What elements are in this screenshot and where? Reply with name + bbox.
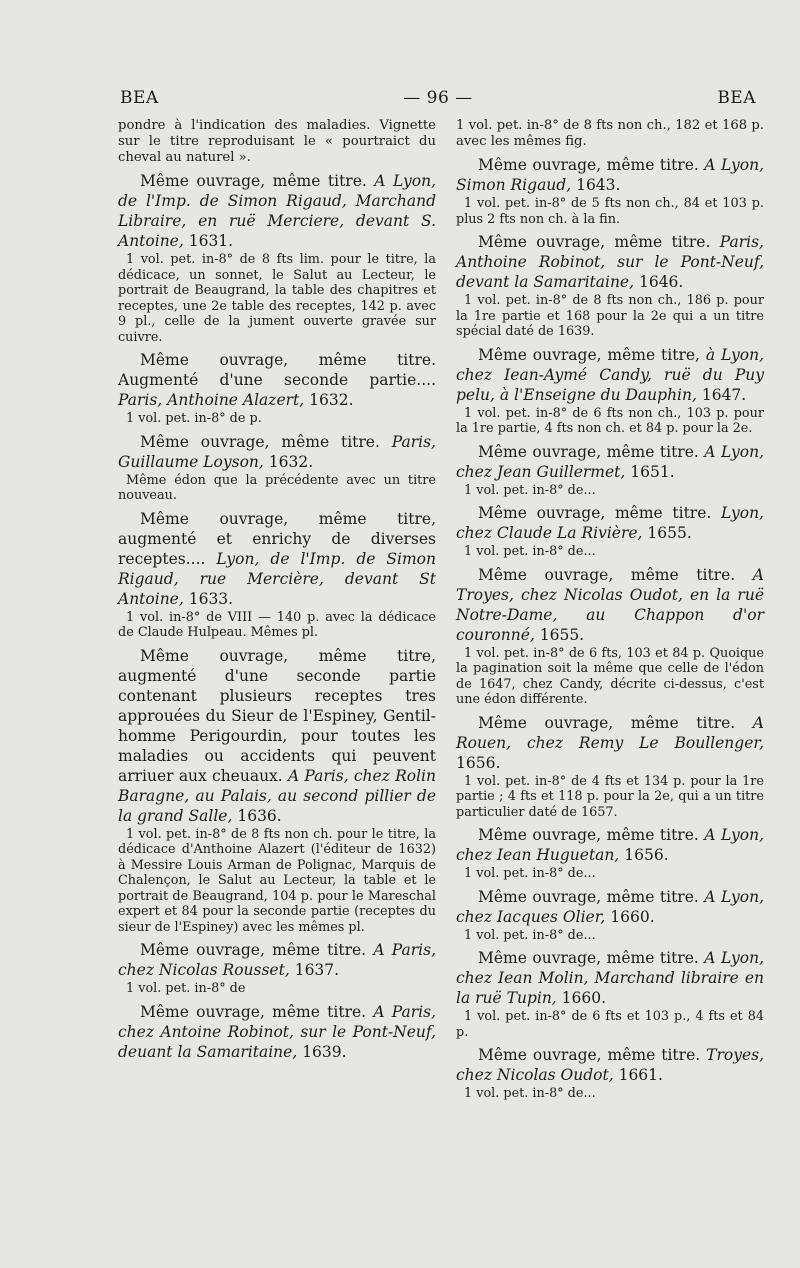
page-number: — 96 — — [403, 88, 473, 108]
entry-year: 1646. — [638, 273, 684, 291]
entry-year: 1656. — [624, 846, 669, 864]
entry-year: 1660. — [561, 989, 607, 1007]
entry-publisher: A Lyon, chez Iean Molin, Marchand libraire en la ruë Tupin, — [456, 949, 765, 1007]
running-header — [120, 88, 756, 110]
continued-text: pondre à l'indication des maladies. Vignette sur le titre reproduisant le « pourtraict du cheval au naturel ». — [118, 118, 436, 165]
entry-year: 1639. — [302, 1042, 347, 1061]
entry-title: Même ouvrage, même titre. Augmenté d'une seconde partie.... — [118, 351, 436, 389]
entry-year: 1643. — [576, 176, 621, 194]
entry-description: 1 vol. pet. in-8° de... — [464, 866, 596, 881]
entry-title: Même ouvrage, même titre. — [478, 156, 705, 174]
entry-description: 1 vol. pet. in-8° de 6 fts, 103 et 84 p. Quoique la pagination soit la même que celle de l'édon de 1647, chez Candy, décrite ci-dessus, c'est une édon différente. — [456, 645, 764, 707]
bibliography-entry — [456, 825, 764, 865]
entry-description: 1 vol. pet. in-8° de... — [464, 482, 596, 498]
entry-year: 1655. — [539, 625, 585, 644]
entry-year: 1632. — [268, 452, 314, 471]
entry-publisher: A Paris, chez Nicolas Rousset, — [118, 941, 437, 979]
entry-title: Même ouvrage, même titre. — [478, 442, 705, 461]
bibliography-entry — [118, 432, 436, 472]
entry-publisher: A Lyon, chez Iacques Olier, — [456, 887, 765, 926]
entry-title: Même ouvrage, même titre. — [140, 172, 375, 190]
bibliography-entry — [118, 509, 436, 609]
entry-title: Même ouvrage, même titre. — [478, 949, 705, 967]
left-column — [118, 118, 436, 1062]
entry-title: Même ouvrage, même titre, augmenté d'une seconde partie contenant plusieurs receptes tres approuées du Sieur de l'Espiney, Gentil-homme Perigourdin, pour toutes les maladies ou accidents qui peuvent arriuer aux cheuaux. — [118, 646, 436, 785]
entry-description: 1 vol. pet. in-8° de p. — [126, 411, 262, 426]
entry-year: 1632. — [309, 391, 354, 409]
entry-title: Même ouvrage, même titre. — [140, 1002, 374, 1021]
entry-title: Même ouvrage, même titre. — [478, 713, 753, 732]
bibliography-entry — [118, 940, 436, 980]
entry-title: Même ouvrage, même titre. — [478, 1046, 707, 1064]
entry-year: 1633. — [188, 589, 234, 608]
entry-description: 1 vol. pet. in-8° de 8 fts non ch., 186 p. pour la 1re partie et 168 pour la 2e qui a un titre spécial daté de 1639. — [456, 293, 764, 339]
entry-description: 1 vol. pet. in-8° de — [126, 981, 246, 996]
right-column — [456, 118, 764, 1102]
entry-publisher: Lyon, de l'Imp. de Simon Rigaud, rue Mercière, devant St Antoine, — [118, 549, 436, 608]
entry-publisher: A Lyon, chez Iean Huguetan, — [456, 826, 765, 864]
entry-title: Même ouvrage, même titre. — [140, 432, 392, 451]
bibliography-entry — [456, 503, 764, 543]
entry-year: 1661. — [618, 1066, 663, 1084]
bibliography-entry — [118, 350, 436, 410]
entry-description: 1 vol. pet. in-8° de... — [464, 927, 596, 943]
bibliography-entry — [456, 442, 764, 482]
entry-title: Même ouvrage, même titre, augmenté et enrichy de diverses receptes.... — [118, 509, 436, 568]
bibliography-entry — [456, 1045, 764, 1085]
entry-description: 1 vol. pet. in-8° de 6 fts et 103 p., 4 fts et 84 p. — [456, 1009, 764, 1040]
bibliography-entry — [456, 155, 764, 195]
entry-year: 1631. — [188, 232, 234, 250]
entry-title: Même ouvrage, même titre. — [478, 826, 705, 844]
bibliography-entry — [118, 646, 436, 826]
entry-publisher: Troyes, chez Nicolas Oudot, — [456, 1046, 764, 1084]
entry-publisher: A Paris, chez Antoine Robinot, sur le Pont-Neuf, deuant la Samaritaine, — [118, 1002, 437, 1061]
entry-publisher: A Lyon, Simon Rigaud, — [456, 156, 765, 194]
entry-publisher: Lyon, chez Claude La Rivière, — [456, 504, 764, 542]
entry-description: Même édon que la précédente avec un titre nouveau. — [118, 472, 436, 503]
bibliography-entry — [456, 948, 764, 1008]
entry-publisher: A Rouen, chez Remy Le Boullenger, — [456, 713, 764, 752]
entry-description: 1 vol. pet. in-8° de... — [464, 1086, 596, 1101]
entry-title: Même ouvrage, même titre. — [478, 887, 705, 906]
bibliography-entry — [456, 713, 764, 773]
header-right: BEA — [717, 88, 756, 108]
continued-text: 1 vol. pet. in-8° de 8 fts non ch., 182 et 168 p. avec les mêmes fig. — [456, 118, 764, 149]
entry-year: 1636. — [237, 806, 282, 825]
entry-description: 1 vol. pet. in-8° de 5 fts non ch., 84 et 103 p. plus 2 fts non ch. à la fin. — [456, 196, 764, 227]
entry-title: Même ouvrage, même titre. — [478, 233, 720, 251]
entry-year: 1655. — [647, 524, 692, 542]
entry-description: 1 vol. pet. in-8° de 6 fts non ch., 103 p. pour la 1re partie, 4 fts non ch. et 84 p. pour la 2e. — [456, 405, 764, 436]
entry-year: 1651. — [630, 462, 675, 481]
entry-description: 1 vol. pet. in-8° de 8 fts non ch. pour le titre, la dédicace d'Anthoine Alazert (l'éditeur de 1632) à Messire Louis Arman de Polignac, Marquis de Chalençon, le Salut au Lecteur, la table et le portrait de Beaugrand, 104 p. pour le Mareschal expert et 84 pour la seconde partie (receptes du sieur de l'Espiney) avec les mêmes pl. — [118, 826, 436, 935]
bibliography-entry — [456, 887, 764, 927]
entry-year: 1637. — [294, 961, 340, 979]
entry-publisher: A Lyon, chez Jean Guillermet, — [456, 442, 765, 481]
entry-description: 1 vol. pet. in-8° de... — [464, 544, 596, 559]
entry-year: 1660. — [610, 907, 655, 926]
entry-title: Même ouvrage, même titre. — [478, 565, 753, 584]
entry-title: Même ouvrage, même titre. — [140, 941, 374, 959]
entry-year: 1656. — [456, 753, 501, 772]
entry-description: 1 vol. in-8° de VIII — 140 p. avec la dédicace de Claude Hulpeau. Mêmes pl. — [118, 609, 436, 640]
entry-description: 1 vol. pet. in-8° de 4 fts et 134 p. pour la 1re partie ; 4 fts et 118 p. pour la 2e, qui a un titre particulier daté de 1657. — [456, 773, 764, 820]
entry-publisher: Paris, Guillaume Loyson, — [118, 432, 436, 471]
entry-year: 1647. — [701, 385, 747, 404]
entry-publisher: A Lyon, de l'Imp. de Simon Rigaud, Marchand Libraire, en ruë Merciere, devant S. Antoine, — [118, 172, 437, 250]
header-left: BEA — [120, 88, 159, 108]
bibliography-entry — [456, 232, 764, 292]
entry-title: Même ouvrage, même titre. — [478, 504, 721, 522]
entry-publisher: à Lyon, chez Iean-Aymé Candy, ruë du Puy pelu, à l'Enseigne du Dauphin, — [456, 345, 765, 404]
bibliography-entry — [456, 345, 764, 405]
entry-publisher: Paris, Anthoine Alazert, — [118, 391, 310, 409]
entry-publisher: A Paris, chez Rolin Baragne, au Palais, au second pillier de la grand Salle, — [118, 766, 436, 825]
entry-description: 1 vol. pet. in-8° de 8 fts lim. pour le titre, la dédicace, un sonnet, le Salut au Lecteur, le portrait de Beaugrand, la table des chapitres et receptes, une 2e table des receptes, 142 p. avec 9 pl., celle de la jument ouverte gravée sur cuivre. — [118, 252, 436, 345]
bibliography-entry — [456, 565, 764, 645]
entry-title: Même ouvrage, même titre, — [478, 345, 706, 364]
bibliography-entry — [118, 1002, 436, 1062]
entry-publisher: A Troyes, chez Nicolas Oudot, en la ruë Notre-Dame, au Chappon d'or couronné, — [456, 565, 764, 644]
bibliography-entry — [118, 171, 436, 251]
entry-publisher: Paris, Anthoine Robinot, sur le Pont-Neuf, devant la Samaritaine, — [456, 233, 764, 291]
